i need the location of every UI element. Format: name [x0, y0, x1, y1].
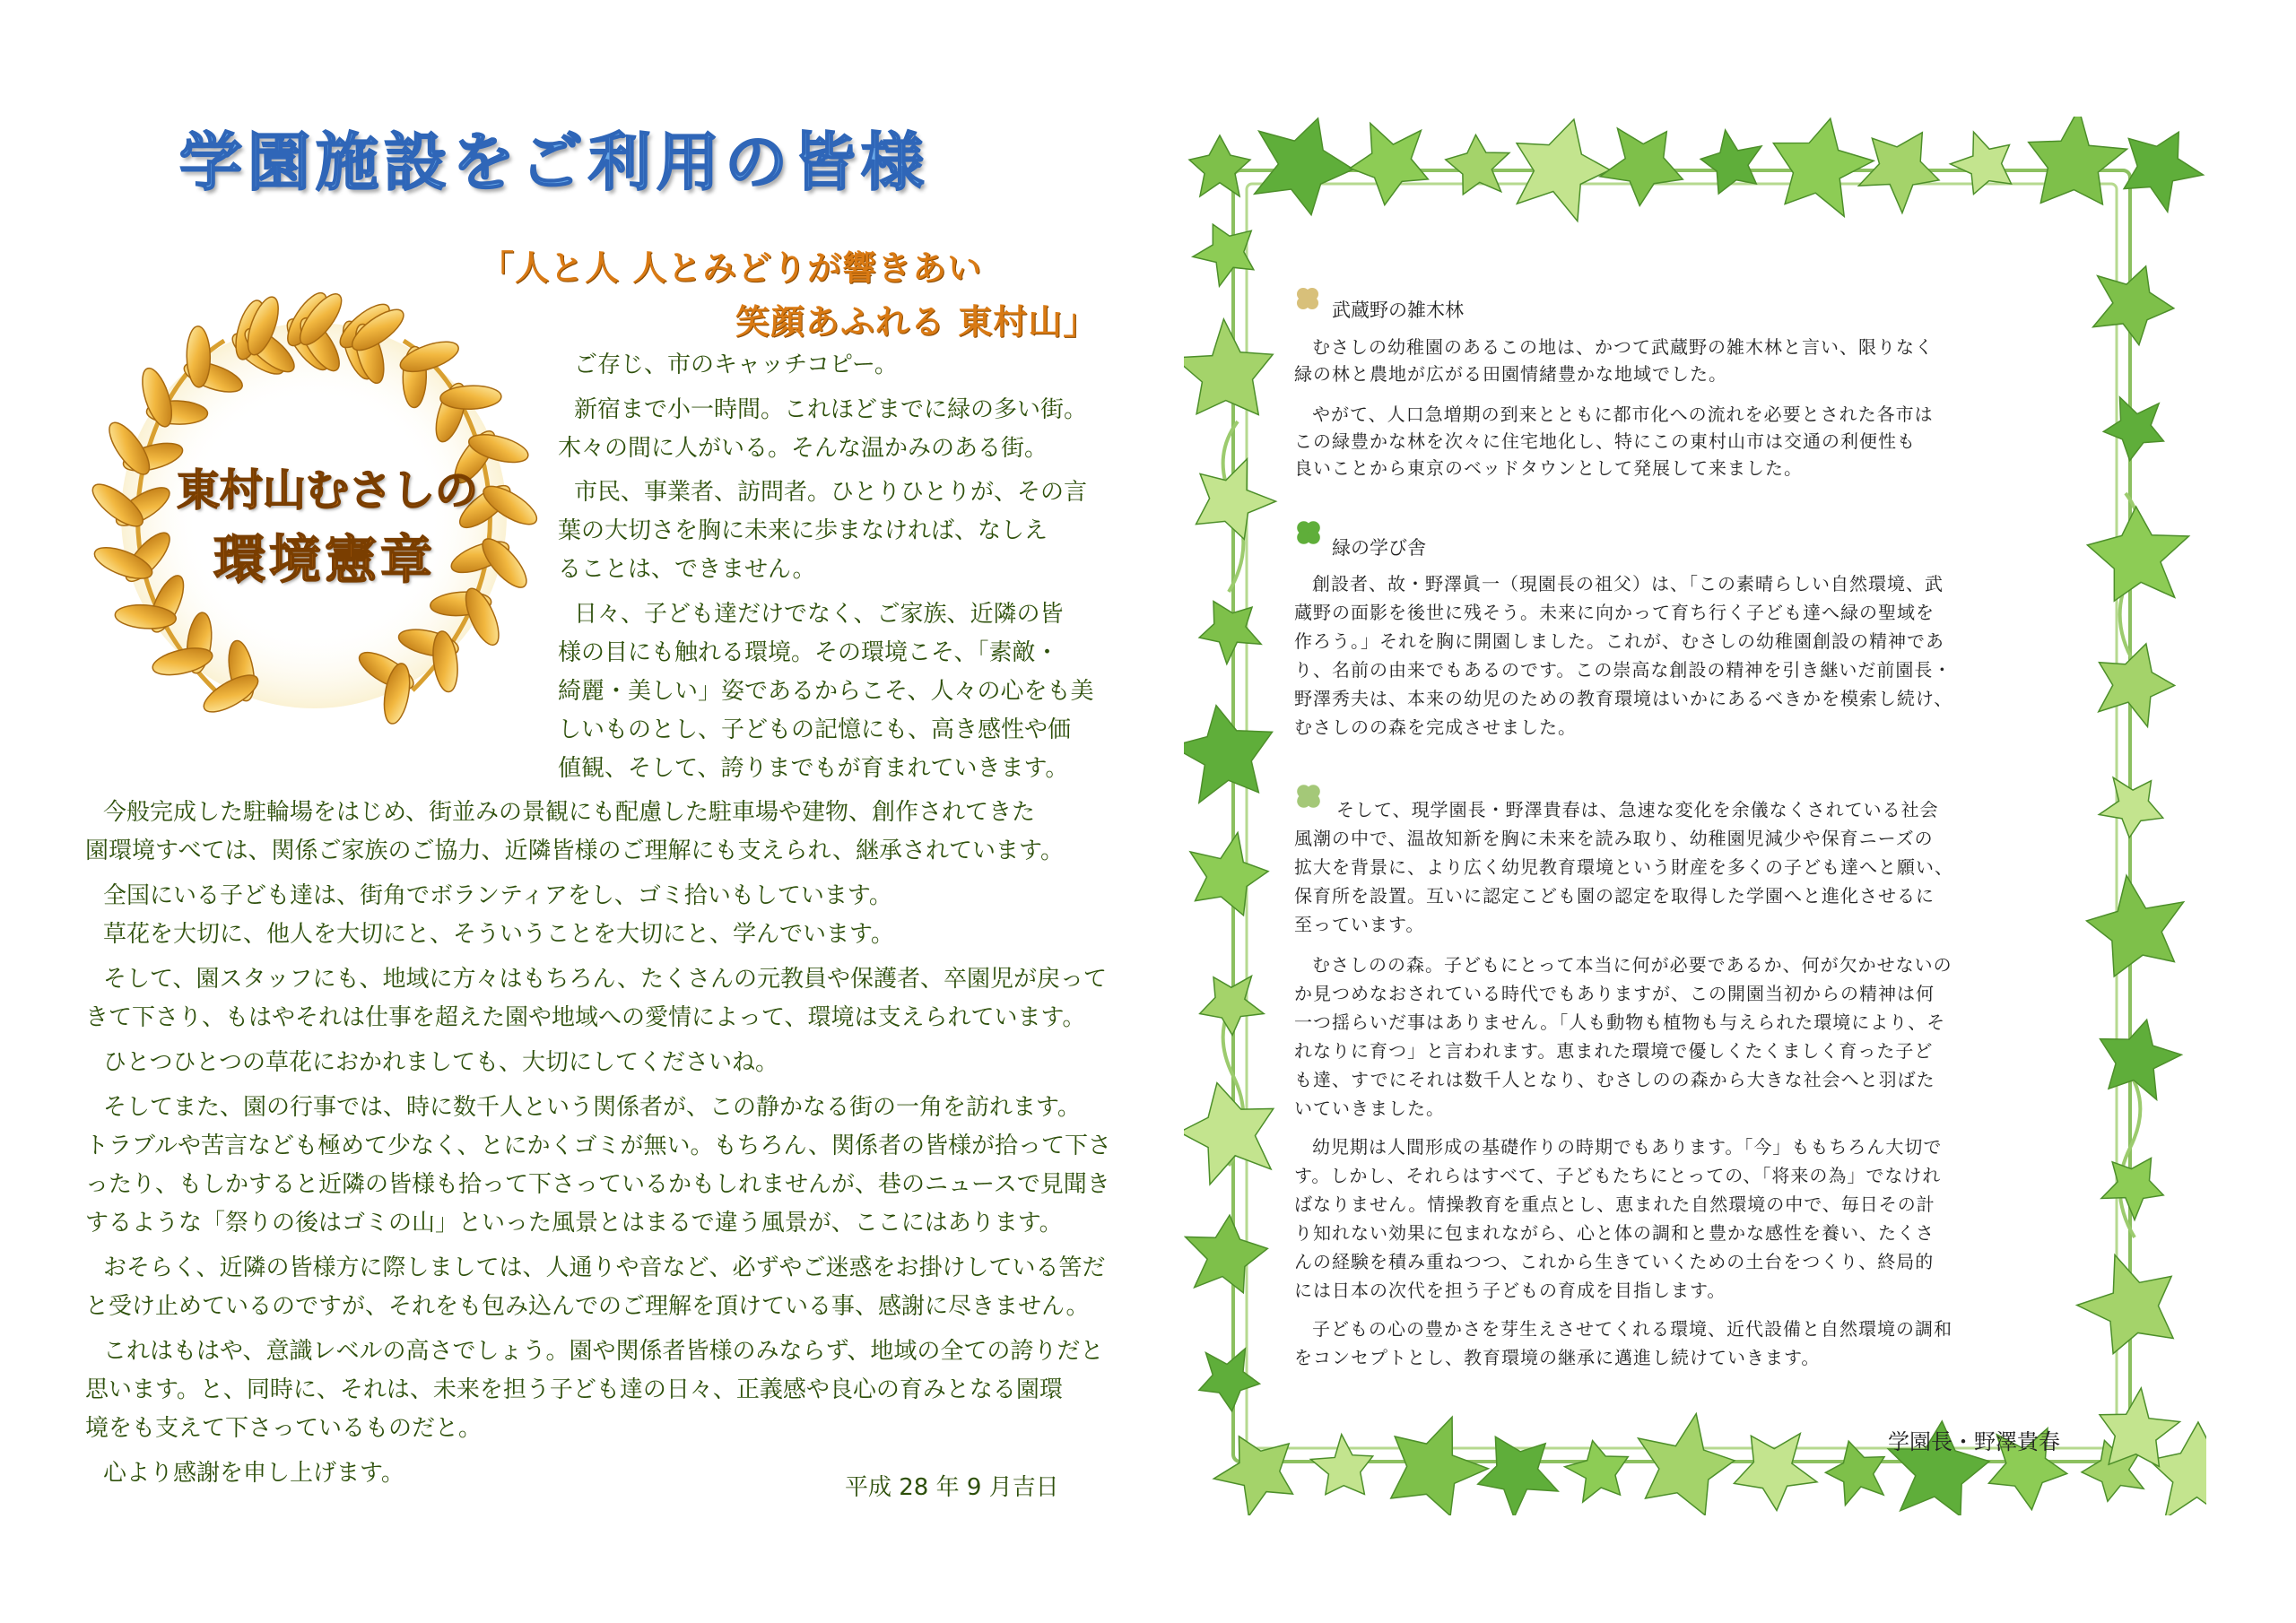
- slogan-line-1: 「人と人 人とみどりが響きあい: [480, 248, 983, 288]
- body-line: んの経験を積み重ねつつ、これから生きていくための土台をつくり、終局的: [1294, 1251, 1935, 1272]
- body-line: 良いことから東京のベッドタウンとして発展して来ました。: [1294, 457, 1803, 479]
- body-line: するような「祭りの後はゴミの山」といった風景とはまるで違う風景が、ここにはあります。: [85, 1210, 1063, 1237]
- body-line: 木々の間に人がいる。そんな温かみのある街。: [558, 435, 1048, 462]
- body-line: これはもはや、意識レベルの高さでしょう。園や関係者皆様のみならず、地域の全ての誇りだと: [103, 1338, 1104, 1365]
- body-line: ご存じ、市のキャッチコピー。: [574, 352, 898, 378]
- body-line: 風潮の中で、温故知新を胸に未来を読み取り、幼稚園児減少や保育ニーズの: [1294, 828, 1934, 849]
- section-heading: 武蔵野の雑木林: [1332, 299, 1464, 321]
- body-line: 一つ揺らいだ事はありません。「人も動物も植物も与えられた環境により、そ: [1294, 1011, 1946, 1033]
- body-line: 拡大を背景に、より広く幼児教育環境という財産を多くの子ども達へと願い、: [1294, 856, 1953, 878]
- emblem-line-2: 環境憲章: [213, 529, 437, 590]
- body-line: 葉の大切さを胸に未来に歩まなければ、なしえ: [558, 517, 1048, 544]
- body-line: 至っています。: [1294, 914, 1425, 935]
- body-line: り、名前の由来でもあるのです。この崇高な創設の精神を引き継いだ前園長・: [1294, 659, 1952, 681]
- body-line: 作ろう。」それを胸に開園しました。これが、むさしの幼稚園創設の精神であ: [1294, 630, 1944, 652]
- body-line: 綺麗・美しい」姿であるからこそ、人々の心をも美: [558, 678, 1094, 705]
- body-line: そして、現学園長・野澤貴春は、急速な変化を余儀なくされている社会: [1336, 799, 1939, 820]
- body-line: 子どもの心の豊かさを芽生えさせてくれる環境、近代設備と自然環境の調和: [1312, 1318, 1952, 1340]
- body-line: 緑の林と農地が広がる田園情緒豊かな地域でした。: [1294, 363, 1727, 385]
- body-line: 蔵野の面影を後世に残そう。未来に向かって育ち行く子ども達へ緑の聖域を: [1294, 602, 1935, 623]
- body-line: り知れない効果に包まれながら、心と体の調和と豊かな感性を養い、たくさ: [1294, 1222, 1935, 1244]
- body-line: ることは、できません。: [558, 556, 816, 583]
- emblem-line-1: 東村山むさしの: [177, 465, 479, 516]
- body-line: やがて、人口急増期の到来とともに都市化への流れを必要とされた各市は: [1312, 404, 1934, 425]
- body-line: 創設者、故・野澤眞一（現園長の祖父）は、「この素晴らしい自然環境、武: [1312, 573, 1944, 595]
- date: 平成 28 年 9 月吉日: [845, 1474, 1059, 1501]
- clover-icon: [1294, 518, 1323, 547]
- body-line: 市民、事業者、訪問者。ひとりひとりが、その言: [574, 479, 1088, 506]
- slogan-line-2: 笑顔あふれる 東村山」: [735, 302, 1099, 342]
- body-line: 値観、そして、誇りまでもが育まれていきます。: [558, 755, 1069, 782]
- body-line: むさしのの森。子どもにとって本当に何が必要であるか、何が欠かせないの: [1312, 954, 1952, 976]
- signature: 学園長・野澤貴春: [1888, 1429, 2060, 1454]
- body-line: 全国にいる子ども達は、街角でボランティアをし、ゴミ拾いもしています。: [103, 882, 892, 909]
- body-line: をコンセプトとし、教育環境の継承に邁進し続けていきます。: [1294, 1347, 1821, 1368]
- body-line: 草花を大切に、他人を大切にと、そういうことを大切にと、学んでいます。: [103, 921, 894, 948]
- body-line: むさしのの森を完成させました。: [1294, 716, 1577, 738]
- body-line: 日々、子ども達だけでなく、ご家族、近隣の皆: [574, 601, 1064, 628]
- body-line: 思います。と、同時に、それは、未来を担う子ども達の日々、正義感や良心の育みとなる園環: [85, 1376, 1063, 1403]
- body-line: そして、園スタッフにも、地域に方々はもちろん、たくさんの元教員や保護者、卒園児が戻って: [103, 966, 1108, 993]
- body-line: と受け止めているのですが、それをも包み込んでのご理解を頂けている事、感謝に尽きません。: [85, 1293, 1090, 1320]
- body-line: 今般完成した駐輪場をはじめ、街並みの景観にも配慮した駐車場や建物、創作されてきた: [103, 799, 1035, 826]
- section-heading: 緑の学び舎: [1332, 537, 1426, 559]
- body-line: 新宿まで小一時間。これほどまでに緑の多い街。: [574, 396, 1088, 423]
- body-line: 幼児期は人間形成の基礎作りの時期でもあります。「今」ももちろん大切で: [1312, 1136, 1943, 1158]
- body-line: す。しかし、それらはすべて、子どもたちにとっての、「将来の為」でなけれ: [1294, 1165, 1942, 1186]
- body-line: か見つめなおされている時代でもありますが、この開園当初からの精神は何: [1294, 983, 1935, 1004]
- body-line: ばなりません。情操教育を重点とし、恵まれた自然環境の中で、毎日その計: [1294, 1193, 1935, 1215]
- body-line: きて下さり、もはやそれは仕事を超えた園や地域への愛情によって、環境は支えられています。: [85, 1004, 1086, 1031]
- body-line: おそらく、近隣の皆様方に際しましては、人通りや音など、必ずやご迷惑をお掛けしている筈だ: [103, 1254, 1106, 1281]
- clover-icon: [1294, 285, 1321, 312]
- body-line: れなりに育つ」と言われます。恵まれた環境で優しくたくましく育った子ど: [1294, 1040, 1934, 1062]
- page-title: 学園施設をご利用の皆様: [179, 126, 929, 199]
- body-line: 保育所を設置。互いに認定こども園の認定を取得した学園へと進化させるに: [1294, 885, 1935, 907]
- body-line: むさしの幼稚園のあるこの地は、かつて武蔵野の雑木林と言い、限りなく: [1312, 336, 1934, 358]
- body-line: トラブルや苦言なども極めて少なく、とにかくゴミが無い。もちろん、関係者の皆様が拾って下さ: [85, 1133, 1112, 1159]
- body-line: ったり、もしかすると近隣の皆様も拾って下さっているかもしれませんが、巷のニュースで見聞き: [85, 1171, 1110, 1198]
- body-line: 園環境すべては、関係ご家族のご協力、近隣皆様のご理解にも支えられ、継承されています。: [85, 838, 1064, 864]
- body-line: そしてまた、園の行事では、時に数千人という関係者が、この静かなる街の一角を訪れます。: [103, 1094, 1081, 1121]
- body-line: には日本の次代を担う子どもの育成を目指します。: [1294, 1280, 1726, 1301]
- clover-icon: [1294, 782, 1323, 811]
- body-line: 野澤秀夫は、本来の幼児のための教育環境はいかにあるべきかを模索し続け、: [1294, 688, 1953, 709]
- body-line: この緑豊かな林を次々に住宅地化し、特にこの東村山市は交通の利便性も: [1294, 430, 1916, 452]
- body-line: 様の目にも触れる環境。その環境こそ、「素敵・: [558, 639, 1059, 666]
- body-line: ひとつひとつの草花におかれましても、大切にしてくださいね。: [103, 1049, 778, 1076]
- body-line: いていきました。: [1294, 1098, 1445, 1119]
- body-line: 境をも支えて下さっているものだと。: [85, 1415, 483, 1442]
- body-line: しいものとし、子どもの記憶にも、高き感性や価: [558, 716, 1072, 743]
- body-line: 心より感謝を申し上げます。: [103, 1460, 404, 1487]
- body-line: も達、すでにそれは数千人となり、むさしのの森から大きな社会へと羽ばた: [1294, 1069, 1935, 1090]
